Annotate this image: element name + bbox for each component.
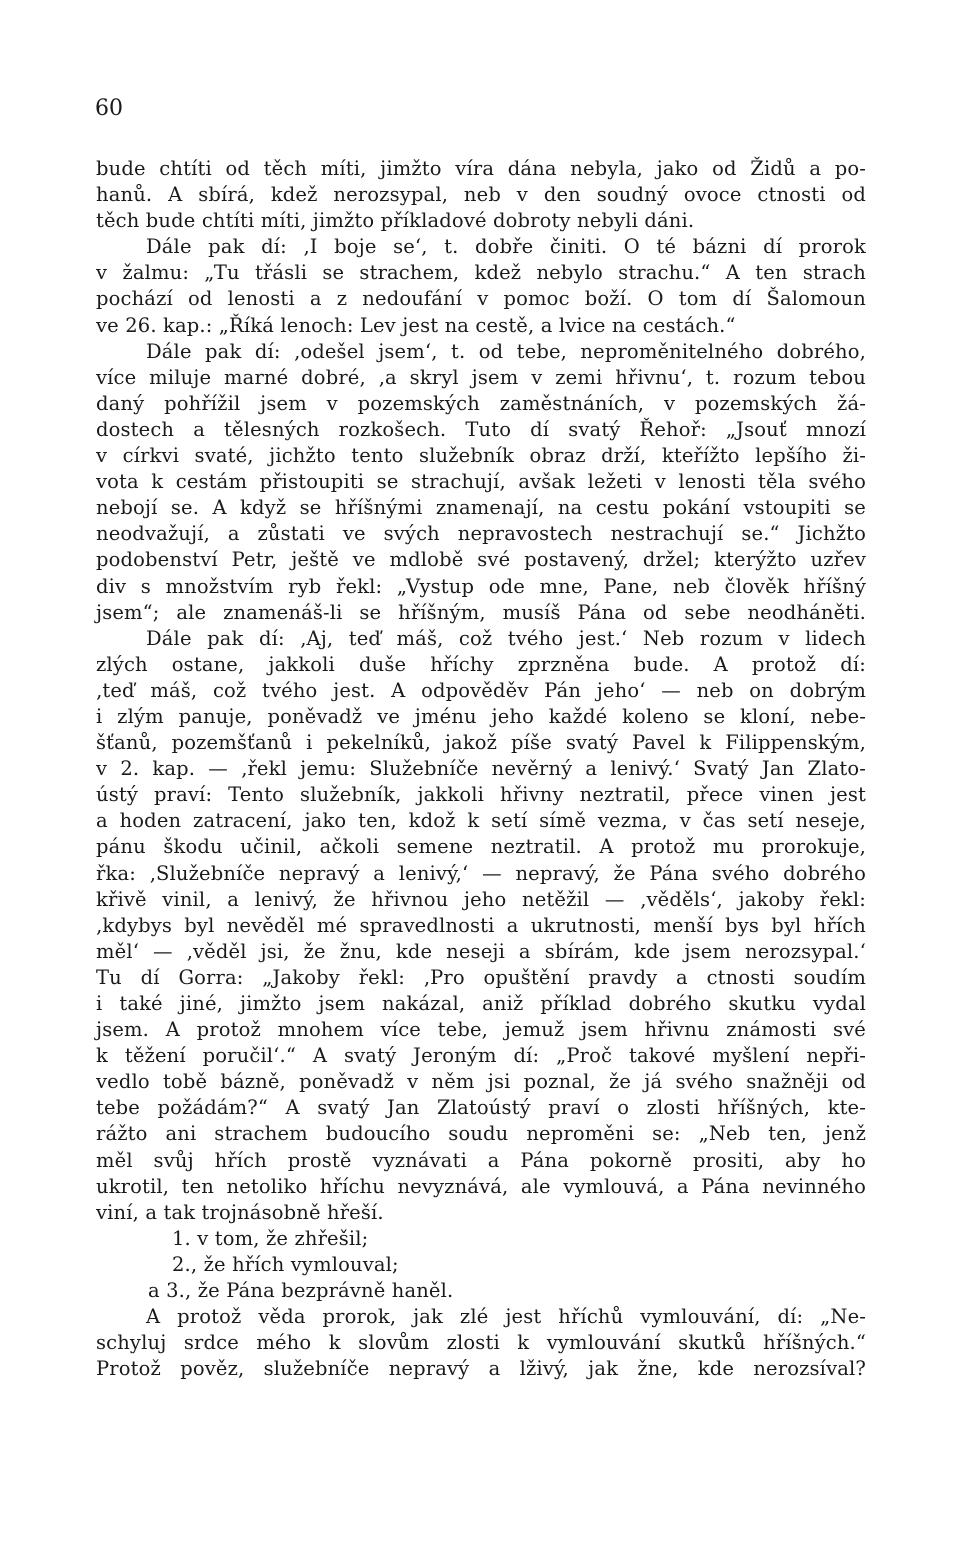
text-line: ‚kdybys byl nevěděl mé spravedlnosti a ukrutnosti, menší bys byl hřích — [96, 913, 866, 937]
text-line: měl svůj hřích prostě vyznávati a Pána pokorně prositi, aby ho — [96, 1148, 866, 1172]
text-line: i zlým panuje, poněvadž ve jménu jeho každé koleno se kloní, nebe- — [96, 704, 866, 728]
body-text — [96, 156, 866, 1382]
text-line: tebe požádám?“ A svatý Jan Zlatoústý praví o zlosti hříšných, kte- — [96, 1096, 866, 1120]
text-line: vota k cestám přistoupiti se strachují, avšak ležeti v lenosti těla svého — [96, 470, 866, 494]
text-line: ‚teď máš, což tvého jest. A odpověděv Pán jeho‘ — neb on dobrým — [96, 678, 866, 702]
text-line: pochází od lenosti a z nedoufání v pomoc boží. O tom dí Šalomoun — [96, 287, 866, 311]
text-line: nebojí se. A když se hříšnými znamenají, na cestu pokání vstoupiti se — [96, 496, 866, 520]
text-line: neodvažují, a zůstati ve svých nepravostech nestrachují se.“ Jichžto — [96, 522, 866, 546]
text-line: ukrotil, ten netoliko hříchu nevyznává, ale vymlouvá, a Pána nevinného — [96, 1174, 866, 1198]
text-line: k těžení poručil‘.“ A svatý Jeroným dí: „Proč takové myšlení nepři- — [96, 1044, 866, 1068]
text-line: dostech a tělesných rozkošech. Tuto dí svatý Řehoř: „Jsouť mnozí — [96, 417, 866, 441]
text-line: i také jiné, jimžto jsem nakázal, aniž příklad dobrého skutku vydal — [96, 992, 866, 1015]
text-line: A protož věda prorok, jak zlé jest hříchů vymlouvání, dí: „Ne- — [146, 1305, 866, 1329]
text-line: ve 26. kap.: „Říká lenoch: Lev jest na cestě, a lvice na cestách.“ — [96, 313, 736, 337]
text-line: Protož pověz, služebníče nepravý a lživý, jak žne, kde nerozsíval? — [96, 1357, 866, 1381]
text-line: více miluje marné dobré, ‚a skryl jsem v zemi hřivnu‘, t. rozum tebou — [96, 365, 866, 389]
text-line: schyluj srdce mého k slovům zlosti k vymlouvání skutků hříšných.“ — [96, 1331, 866, 1355]
text-line: vedlo tobě bázně, poněvadž v něm jsi poznal, že já svého snažněji od — [96, 1070, 866, 1094]
text-line: viní, a tak trojnásobně hřeší. — [96, 1200, 384, 1224]
list-item: 2., že hřích vymlouval; — [172, 1252, 399, 1276]
text-line: jsem. A protož mnohem více tebe, jemuž jsem hřivnu známosti své — [96, 1018, 866, 1042]
text-line: a hoden zatracení, jako ten, kdož k setí símě vezma, v čas setí neseje, — [96, 809, 866, 833]
text-line: Dále pak dí: ‚odešel jsem‘, t. od tebe, neproměnitelného dobrého, — [146, 339, 866, 363]
text-line: v 2. kap. — ‚řekl jemu: Služebníče nevěrný a lenivý.‘ Svatý Jan Zlato- — [96, 757, 866, 781]
text-line: bude chtíti od těch míti, jimžto víra dána nebyla, jako od Židů a po- — [96, 157, 866, 180]
text-line: v církvi svaté, jichžto tento služebník obraz drží, kteřížto lepšího ži- — [96, 444, 866, 468]
text-line: jsem“; ale znamenáš-li se hříšným, musíš Pána od sebe neodháněti. — [96, 600, 866, 624]
text-line: zlých ostane, jakkoli duše hříchy zprzněna bude. A protož dí: — [96, 652, 866, 676]
text-line: šťanů, pozemšťanů i pekelníků, jakož píše svatý Pavel k Filippenským, — [96, 731, 866, 755]
list-item: 1. v tom, že zhřešil; — [172, 1226, 369, 1250]
page-number: 60 — [95, 96, 123, 121]
text-line: Dále pak dí: ‚I boje se‘, t. dobře činiti. O té bázni dí prorok — [146, 235, 866, 259]
text-line: v žalmu: „Tu třásli se strachem, kdež nebylo strachu.“ A ten strach — [96, 261, 866, 285]
text-line: křivě vinil, a lenivý, že hřivnou jeho netěžil — ‚věděls‘, jakoby řekl: — [96, 887, 866, 911]
text-line: podobenství Petr, ještě ve mdlobě své postavený, držel; kterýžto uzřev — [96, 548, 866, 572]
list-item: a 3., že Pána bezprávně haněl. — [148, 1279, 454, 1303]
text-line: Dále pak dí: ‚Aj, teď máš, což tvého jest.‘ Neb rozum v lidech — [146, 626, 866, 650]
text-line: těch bude chtíti míti, jimžto příkladové dobroty nebyli dáni. — [96, 209, 695, 233]
text-line: pánu škodu učinil, ačkoli semene neztratil. A protož mu prorokuje, — [96, 835, 866, 859]
text-line: měl‘ — ‚věděl jsi, že žnu, kde neseji a sbírám, kde jsem nerozsypal.‘ — [96, 939, 866, 963]
text-line: Tu dí Gorra: „Jakoby řekl: ‚Pro opuštění pravdy a ctnosti soudím — [96, 965, 866, 989]
text-line: řka: ‚Služebníče nepravý a lenivý,‘ — nepravý, že Pána svého dobrého — [96, 861, 866, 885]
text-line: rážto ani strachem budoucího soudu neproměni se: „Neb ten, jenž — [96, 1122, 866, 1146]
text-line: ústý praví: Tento služebník, jakkoli hřivny neztratil, přece vinen jest — [96, 783, 866, 807]
text-line: hanů. A sbírá, kdež nerozsypal, neb v den soudný ovoce ctnosti od — [96, 183, 866, 207]
text-line: div s množstvím ryb řekl: „Vystup ode mne, Pane, neb člověk hříšný — [96, 574, 866, 598]
text-line: daný pohřížil jsem v pozemských zaměstnáních, v pozemských žá- — [96, 391, 866, 415]
